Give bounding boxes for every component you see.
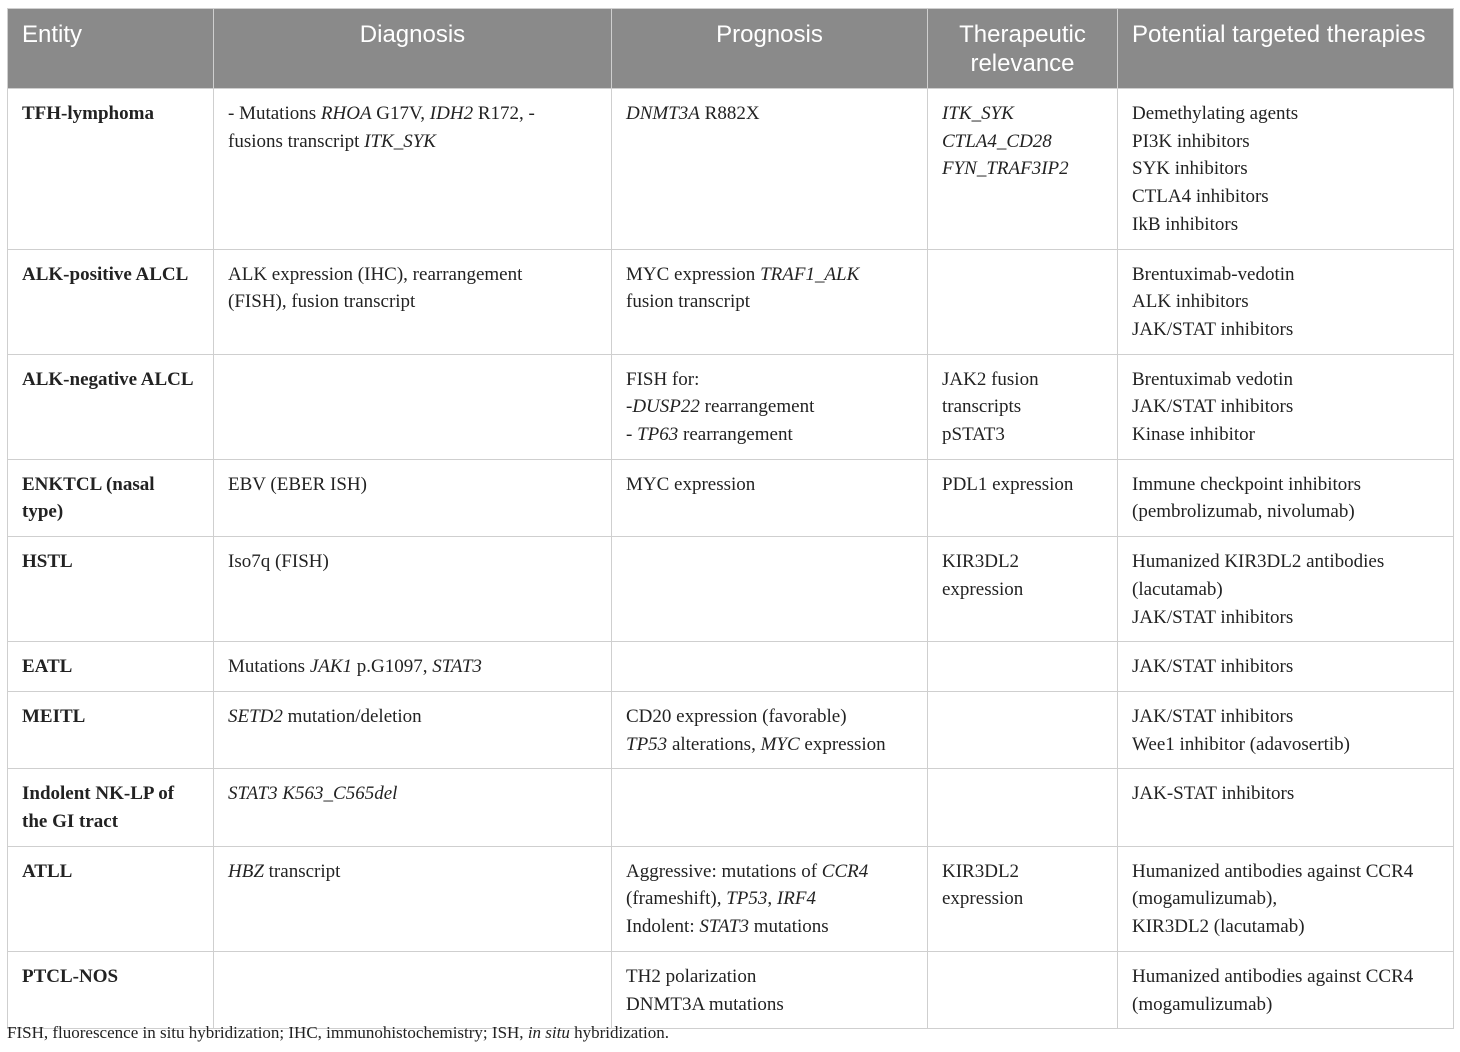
cell-entity: Indolent NK-LP of the GI tract — [8, 769, 214, 846]
cell-therapeutic-relevance — [928, 951, 1118, 1028]
cell-line — [1132, 653, 1439, 681]
cell-line — [1132, 128, 1439, 156]
cell-line — [626, 991, 913, 1019]
cell-line — [942, 393, 1103, 421]
text-segment: fusion transcript — [626, 291, 751, 313]
text-segment: ITK_SYK — [942, 103, 1014, 124]
text-segment: STAT3 — [432, 656, 482, 678]
cell-line — [1132, 366, 1439, 394]
cell-therapeutic-relevance — [928, 537, 1118, 642]
cell-line — [942, 885, 1103, 913]
cell-entity: EATL — [8, 642, 214, 692]
text-segment: TP63 — [637, 424, 679, 446]
table-row — [8, 354, 1454, 459]
cell-diagnosis — [214, 951, 612, 1028]
cell-diagnosis — [214, 769, 612, 846]
text-segment: p.G1097, — [352, 656, 433, 678]
lymphoma-table — [7, 8, 1454, 1029]
cell-therapeutic-relevance — [928, 354, 1118, 459]
table-footnote — [7, 1021, 669, 1045]
text-segment: ITK_SYK — [364, 130, 436, 152]
cell-line — [1132, 885, 1439, 913]
text-segment: TP53 — [626, 733, 668, 755]
cell-entity: ENKTCL (nasal type) — [8, 459, 214, 536]
cell-potential-therapies — [1118, 846, 1454, 951]
cell-line — [1132, 155, 1439, 183]
text-segment: TH2 polarization — [626, 965, 757, 987]
cell-prognosis — [612, 459, 928, 536]
text-segment: Mutations — [228, 656, 310, 678]
table-body — [8, 89, 1454, 1029]
cell-line — [1132, 288, 1439, 316]
text-segment: (mogamulizumab) — [1132, 993, 1273, 1015]
text-segment: ALK expression (IHC), rearrangement — [228, 263, 523, 285]
text-segment: EBV (EBER ISH) — [228, 473, 367, 495]
cell-prognosis — [612, 769, 928, 846]
cell-line — [626, 885, 913, 913]
cell-line — [228, 100, 597, 128]
cell-line — [942, 155, 1103, 183]
cell-line — [942, 100, 1103, 128]
text-segment: CTLA4_CD28 — [942, 130, 1052, 152]
cell-entity: PTCL-NOS — [8, 951, 214, 1028]
cell-prognosis — [612, 89, 928, 250]
table-row — [8, 769, 1454, 846]
cell-prognosis — [612, 951, 928, 1028]
cell-line — [1132, 211, 1439, 239]
cell-line — [626, 471, 913, 499]
text-segment: IDH2 — [429, 103, 474, 124]
cell-prognosis — [612, 537, 928, 642]
text-segment: Humanized antibodies against CCR4 — [1132, 860, 1414, 882]
text-segment: PI3K inhibitors — [1132, 130, 1250, 152]
text-segment: R882X — [699, 103, 760, 124]
table-row — [8, 249, 1454, 354]
cell-line — [626, 913, 913, 941]
table-row — [8, 846, 1454, 951]
cell-line — [626, 100, 913, 128]
cell-line — [1132, 548, 1439, 576]
text-segment: expression — [942, 888, 1024, 910]
cell-therapeutic-relevance — [928, 459, 1118, 536]
cell-diagnosis — [214, 846, 612, 951]
text-segment: JAK1 — [309, 656, 353, 678]
text-segment: Iso7q (FISH) — [228, 551, 329, 573]
table-row — [8, 642, 1454, 692]
text-segment: (frameshift), — [626, 888, 727, 910]
text-segment: STAT3 K563_C565del — [228, 783, 398, 805]
table-row — [8, 89, 1454, 250]
cell-line — [1132, 731, 1439, 759]
cell-line — [228, 288, 597, 316]
header-therapeutic-relevance: Therapeutic relevance — [928, 9, 1118, 89]
text-segment: STAT3 — [699, 916, 749, 938]
cell-diagnosis — [214, 89, 612, 250]
cell-line — [1132, 471, 1439, 499]
text-segment: Kinase inhibitor — [1132, 424, 1255, 446]
text-segment: Immune checkpoint inhibitors — [1132, 473, 1362, 495]
text-segment: FISH, fluorescence in situ hybridization; IHC, immunohistochemistry; ISH, — [7, 1023, 528, 1042]
table-row — [8, 951, 1454, 1028]
cell-line — [1132, 183, 1439, 211]
cell-line — [1132, 316, 1439, 344]
text-segment: CTLA4 inhibitors — [1132, 186, 1269, 208]
text-segment: CD20 expression (favorable) — [626, 705, 847, 727]
cell-diagnosis — [214, 642, 612, 692]
cell-entity: ATLL — [8, 846, 214, 951]
text-segment: rearrangement — [678, 424, 793, 446]
cell-line — [228, 703, 597, 731]
table-row — [8, 459, 1454, 536]
cell-therapeutic-relevance — [928, 769, 1118, 846]
cell-line — [228, 780, 597, 808]
text-segment: CCR4 — [821, 860, 869, 882]
text-segment: IkB inhibitors — [1132, 213, 1239, 235]
cell-therapeutic-relevance — [928, 642, 1118, 692]
cell-line — [626, 261, 913, 289]
cell-entity: TFH-lymphoma — [8, 89, 214, 250]
cell-line — [942, 548, 1103, 576]
text-segment: Humanized antibodies against CCR4 — [1132, 965, 1414, 987]
text-segment: (mogamulizumab), — [1132, 888, 1278, 910]
cell-line — [626, 421, 913, 449]
text-segment: - — [626, 424, 638, 446]
text-segment: Brentuximab vedotin — [1132, 368, 1293, 390]
cell-potential-therapies — [1118, 691, 1454, 768]
cell-line — [1132, 913, 1439, 941]
cell-diagnosis — [214, 459, 612, 536]
header-potential-therapies: Potential targeted therapies — [1118, 9, 1454, 89]
text-segment: Demethylating agents — [1132, 103, 1299, 124]
text-segment: Brentuximab-vedotin — [1132, 263, 1295, 285]
text-segment: JAK/STAT inhibitors — [1132, 656, 1294, 678]
cell-line — [1132, 421, 1439, 449]
cell-diagnosis — [214, 354, 612, 459]
text-segment: hybridization. — [569, 1023, 670, 1042]
text-segment: Indolent: — [626, 916, 700, 938]
text-segment: DUSP22 — [632, 396, 700, 418]
cell-line — [942, 421, 1103, 449]
cell-potential-therapies — [1118, 459, 1454, 536]
text-segment: IRF4 — [776, 888, 816, 910]
text-segment: JAK/STAT inhibitors — [1132, 606, 1294, 628]
text-segment: expression — [799, 733, 886, 755]
cell-line — [228, 858, 597, 886]
cell-entity: ALK-positive ALCL — [8, 249, 214, 354]
cell-therapeutic-relevance — [928, 89, 1118, 250]
text-segment: mutations — [748, 916, 829, 938]
text-segment: (lacutamab) — [1132, 578, 1223, 600]
text-segment: R172, - — [473, 103, 535, 124]
text-segment: Aggressive: mutations of — [626, 860, 822, 882]
text-segment: RHOA — [320, 103, 372, 124]
cell-prognosis — [612, 642, 928, 692]
cell-line — [626, 393, 913, 421]
cell-potential-therapies — [1118, 249, 1454, 354]
cell-entity: MEITL — [8, 691, 214, 768]
cell-therapeutic-relevance — [928, 846, 1118, 951]
cell-entity: HSTL — [8, 537, 214, 642]
cell-line — [626, 703, 913, 731]
text-segment: expression — [942, 578, 1024, 600]
cell-line — [626, 288, 913, 316]
cell-line — [1132, 703, 1439, 731]
cell-prognosis — [612, 249, 928, 354]
cell-potential-therapies — [1118, 354, 1454, 459]
cell-line — [228, 261, 597, 289]
cell-line — [228, 471, 597, 499]
text-segment: , — [767, 888, 777, 910]
cell-potential-therapies — [1118, 537, 1454, 642]
header-row — [8, 9, 1454, 89]
text-segment: Humanized KIR3DL2 antibodies — [1132, 551, 1385, 573]
cell-line — [942, 471, 1103, 499]
cell-line — [1132, 858, 1439, 886]
text-segment: (pembrolizumab, nivolumab) — [1132, 501, 1355, 523]
table-row — [8, 691, 1454, 768]
cell-line — [1132, 498, 1439, 526]
cell-line — [626, 963, 913, 991]
text-segment: FISH for: — [626, 368, 700, 390]
cell-prognosis — [612, 691, 928, 768]
cell-line — [1132, 100, 1439, 128]
text-segment: JAK/STAT inhibitors — [1132, 396, 1294, 418]
cell-potential-therapies — [1118, 89, 1454, 250]
text-segment: MYC — [760, 733, 800, 755]
text-segment: FYN_TRAF3IP2 — [942, 158, 1069, 180]
header-prognosis: Prognosis — [612, 9, 928, 89]
cell-line — [942, 576, 1103, 604]
table-row — [8, 537, 1454, 642]
cell-line — [1132, 780, 1439, 808]
cell-line — [942, 366, 1103, 394]
cell-line — [942, 128, 1103, 156]
header-entity: Entity — [8, 9, 214, 89]
text-segment: G17V, — [371, 103, 430, 124]
text-segment: in situ — [527, 1023, 570, 1042]
text-segment: MYC expression — [626, 263, 761, 285]
text-segment: fusions transcript — [228, 130, 365, 152]
text-segment: - Mutations — [228, 103, 321, 124]
text-segment: TP53 — [726, 888, 768, 910]
text-segment: JAK/STAT inhibitors — [1132, 705, 1294, 727]
header-diagnosis: Diagnosis — [214, 9, 612, 89]
text-segment: rearrangement — [699, 396, 815, 418]
cell-therapeutic-relevance — [928, 249, 1118, 354]
text-segment: JAK2 fusion — [942, 368, 1039, 390]
cell-line — [626, 366, 913, 394]
text-segment: JAK/STAT inhibitors — [1132, 318, 1294, 340]
cell-prognosis — [612, 354, 928, 459]
cell-diagnosis — [214, 691, 612, 768]
text-segment: transcripts — [942, 396, 1022, 418]
cell-entity: ALK-negative ALCL — [8, 354, 214, 459]
cell-line — [626, 731, 913, 759]
text-segment: mutation/deletion — [282, 705, 422, 727]
text-segment: ALK inhibitors — [1132, 291, 1249, 313]
text-segment: SYK inhibitors — [1132, 158, 1248, 180]
cell-line — [228, 653, 597, 681]
text-segment: MYC expression — [626, 473, 756, 495]
text-segment: DNMT3A — [626, 103, 700, 124]
cell-therapeutic-relevance — [928, 691, 1118, 768]
text-segment: SETD2 — [228, 705, 283, 727]
cell-line — [1132, 393, 1439, 421]
text-segment: HBZ — [228, 860, 264, 882]
cell-line — [1132, 261, 1439, 289]
cell-line — [228, 548, 597, 576]
cell-line — [626, 858, 913, 886]
cell-diagnosis — [214, 537, 612, 642]
text-segment: KIR3DL2 — [942, 860, 1020, 882]
cell-prognosis — [612, 846, 928, 951]
text-segment: Wee1 inhibitor (adavosertib) — [1132, 733, 1350, 755]
text-segment: JAK-STAT inhibitors — [1132, 783, 1295, 805]
text-segment: (FISH), fusion transcript — [228, 291, 416, 313]
cell-line — [228, 128, 597, 156]
cell-potential-therapies — [1118, 769, 1454, 846]
text-segment: DNMT3A mutations — [626, 993, 784, 1015]
cell-diagnosis — [214, 249, 612, 354]
cell-line — [1132, 604, 1439, 632]
text-segment: KIR3DL2 — [942, 551, 1020, 573]
cell-line — [1132, 963, 1439, 991]
text-segment: alterations, — [667, 733, 761, 755]
cell-line — [1132, 991, 1439, 1019]
text-segment: TRAF1_ALK — [760, 263, 860, 285]
cell-potential-therapies — [1118, 951, 1454, 1028]
text-segment: pSTAT3 — [942, 424, 1005, 446]
cell-line — [942, 858, 1103, 886]
text-segment: KIR3DL2 (lacutamab) — [1132, 916, 1305, 938]
cell-potential-therapies — [1118, 642, 1454, 692]
text-segment: PDL1 expression — [942, 473, 1074, 495]
cell-line — [1132, 576, 1439, 604]
text-segment: transcript — [263, 860, 341, 882]
text-segment: - — [626, 396, 633, 418]
